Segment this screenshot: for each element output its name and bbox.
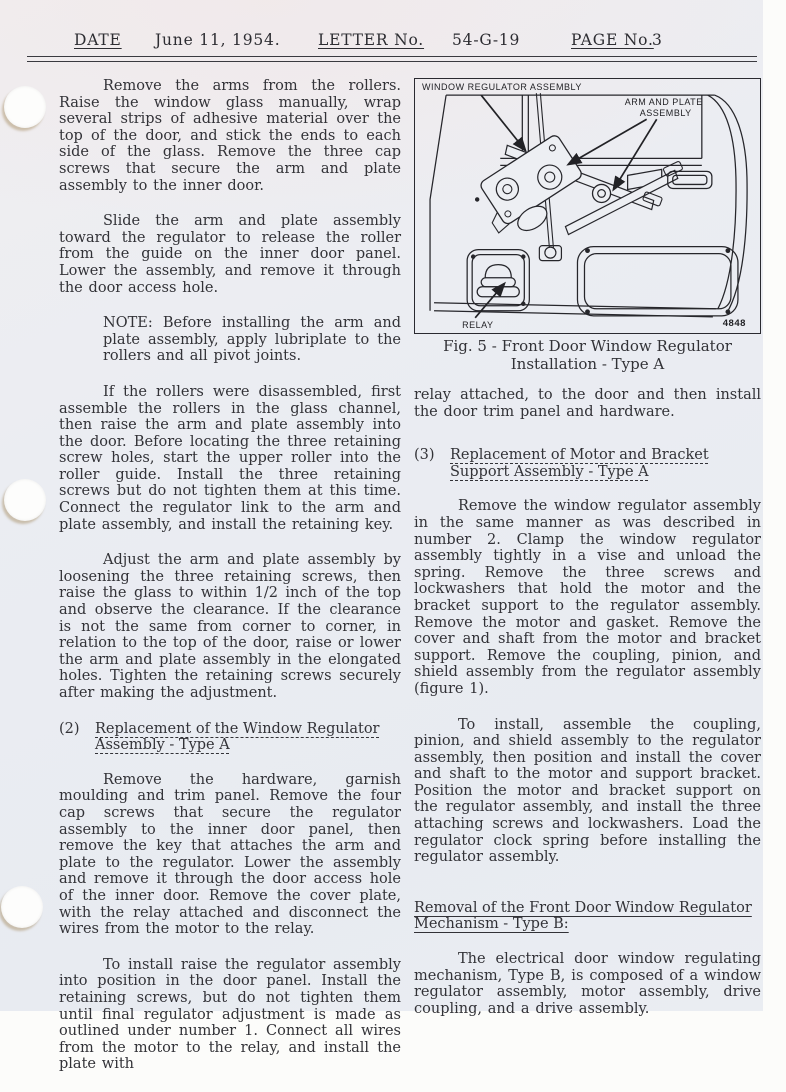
door-panel-outline	[430, 95, 747, 317]
letter-label: LETTER No.	[318, 31, 425, 49]
paragraph: To install, assemble the coupling, pinion, and shield assembly to the regulator assembly, then position and install the cover and shaft to the motor and support bracket. Position the motor and bracket support on the regulator assembly, and install the three attaching screws and lockwashers. Load the regulator clock spring before installing the regulator assembly.	[414, 716, 761, 866]
date-value: June 11, 1954.	[155, 31, 281, 49]
letter-value: 54-G-19	[452, 31, 521, 49]
header-rule-bottom	[27, 61, 757, 62]
arm-arrow-1	[568, 119, 646, 164]
punch-hole-bottom	[1, 886, 43, 928]
paragraph: Remove the hardware, garnish moulding and trim panel. Remove the four cap screws that secure the regulator assembly to the inner door panel, then remove the key that attaches the arm and plate to the regulator. Lower the assembly and remove it through the door access hole of the inner door. Remove the cover plate, with the relay attached and disconnect the wires from the motor to the relay.	[59, 771, 401, 938]
window-regulator-mechanism	[470, 93, 683, 260]
figure-5-window-regulator	[414, 78, 761, 334]
paragraph-continuation: relay attached, to the door and then install the door trim panel and hardware.	[414, 387, 761, 420]
punch-hole-middle	[4, 479, 46, 521]
date-label: DATE	[74, 31, 122, 49]
paragraph: If the rollers were disassembled, first assemble the rollers in the glass channel, then raise the arm and plate assembly into the door. Before locating the three retaining screw holes, start the upper roller into the roller guide. Install the three retaining screws but do not tighten them at this time. Connect the regulator link to the arm and plate assembly, and install the retaining key.	[59, 383, 401, 533]
figure-label-arm-plate-2: ASSEMBLY	[639, 108, 692, 119]
paragraph: Adjust the arm and plate assembly by loosening the three retaining screws, then raise the glass to within 1/2 inch of the top and observe the clearance. If the clearance is not the same from corner to corner, in relation to the top of the door, raise or lower the arm and plate assembly in the elongated holes. Tighten the retaining screws securely after making the adjustment.	[59, 552, 401, 701]
figure-caption-line1: Fig. 5 - Front Door Window Regulator	[443, 337, 732, 355]
paragraph: To install raise the regulator assembly into position in the door panel. Install the retaining screws, but do not tighten them until final regulator adjustment is made as outlined under number 1. Connect all wires from the motor to the relay, and install the plate with	[59, 956, 401, 1073]
punch-hole-top	[4, 86, 46, 128]
section-title: Replacement of Motor and Bracket Support Assembly - Type A	[450, 447, 709, 480]
paragraph: Slide the arm and plate assembly toward the regulator to release the roller from the guide on the inner door panel. Lower the assembly, and remove it through the door access hole.	[59, 213, 401, 296]
note-block: NOTE: Before installing the arm and plate assembly, apply lubriplate to the rollers and all pivot joints.	[103, 315, 401, 365]
door-regulator-drawing	[415, 79, 760, 333]
page-label: PAGE No.	[571, 31, 654, 49]
section-number: (3)	[414, 447, 435, 464]
figure-label-arm-plate-1: ARM AND PLATE	[624, 97, 703, 108]
left-column	[59, 72, 401, 1092]
paragraph: Remove the window regulator assembly in the same manner as was described in number 2. Clamp the window regulator assembly tightly in a vise and unload the spring. Remove the three screws and lockwashers that hold the motor and the bracket support to the regulator assembly. Remove the motor and gasket. Remove the cover and shaft from the motor and bracket support. Remove the coupling, pinion, and shield assembly from the regulator assembly (figure 1).	[414, 498, 761, 697]
figure-caption-line2: Installation - Type A	[510, 354, 665, 373]
page-value: 3	[652, 31, 663, 49]
section-heading-3	[414, 447, 761, 480]
figure-label-window-regulator: WINDOW REGULATOR ASSEMBLY	[422, 82, 582, 93]
paragraph: Remove the arms from the rollers. Raise the window glass manually, wrap several strips of adhesive material over the top of the door, and stick the ends to each side of the glass. Remove the three cap screws that secure the arm and plate assembly to the inner door.	[59, 78, 401, 194]
arm-arrow-2	[614, 119, 657, 189]
section-number: (2)	[59, 720, 80, 737]
relay-component	[467, 250, 529, 311]
section-title: Replacement of the Window Regulator Assembly - Type A	[95, 720, 380, 754]
right-column	[414, 72, 761, 1036]
figure-number: 4848	[722, 317, 746, 329]
header-rule-top	[27, 56, 757, 57]
figure-caption	[414, 338, 761, 373]
figure-label-relay: RELAY	[462, 319, 494, 330]
paragraph: The electrical door window regulating mechanism, Type B, is composed of a window regulator assembly, motor assembly, drive coupling, and a drive assembly.	[414, 951, 761, 1017]
section-heading-2	[59, 721, 401, 754]
section-heading-type-b: Removal of the Front Door Window Regulator Mechanism - Type B:	[414, 899, 752, 933]
regulator-arrow	[481, 95, 525, 150]
